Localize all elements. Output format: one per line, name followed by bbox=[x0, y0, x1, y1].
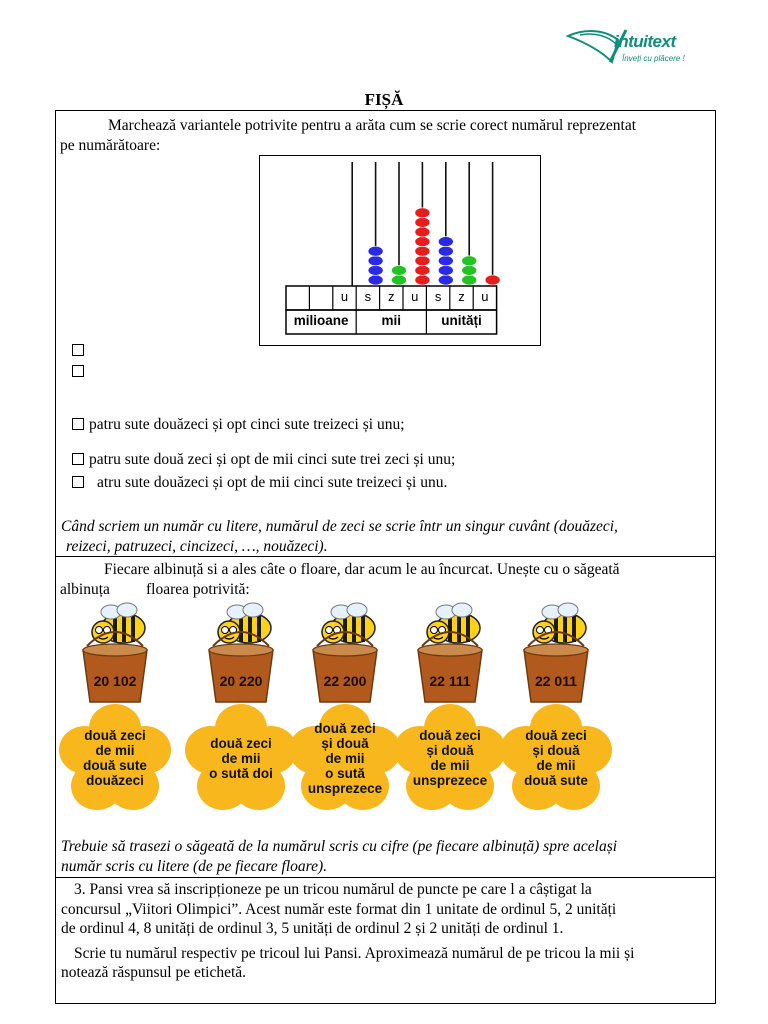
bee-wing bbox=[117, 603, 137, 617]
logo-tagline: Înveți cu plăcere ! bbox=[622, 54, 685, 63]
bucket-rim bbox=[524, 644, 588, 656]
bee-wing bbox=[243, 603, 263, 617]
abacus-place-label: z bbox=[458, 289, 465, 304]
abacus-place-label: u bbox=[411, 289, 419, 304]
exercise-1-note-line2: reizeci, patruzeci, cincizeci, …, nouăzeci). bbox=[66, 538, 328, 555]
bee-stripe bbox=[248, 615, 252, 642]
flower-label bbox=[300, 721, 390, 796]
bee-number: 20 102 bbox=[93, 673, 137, 689]
flower-label bbox=[405, 728, 495, 788]
exercise-2-note-line1: Trebuie să trasezi o săgeată de la numărul scris cu cifre (pe fiecare albinuță) spre același bbox=[61, 838, 618, 855]
exercise-3-line4: Scrie tu numărul respectiv pe tricoul lui Pansi. Aproximează numărul de pe tricou la mii și bbox=[74, 945, 635, 962]
bucket-rim bbox=[418, 644, 482, 656]
abacus-bead bbox=[368, 256, 383, 266]
flower-label-line: de mii bbox=[430, 758, 470, 773]
bee-eye bbox=[96, 627, 103, 634]
flower-label-line: și două bbox=[426, 743, 474, 758]
abacus-group-label: milioane bbox=[293, 313, 349, 328]
abacus-bead bbox=[368, 265, 383, 275]
exercise-3-line3: de ordinul 4, 8 unități de ordinul 3, 5 unități de ordinul 2 și 2 unități de ordinul 1. bbox=[61, 920, 564, 937]
abacus-bead bbox=[415, 246, 430, 256]
bucket-rim bbox=[313, 644, 377, 656]
flower-label-line: două zeci bbox=[210, 735, 272, 751]
option-checkbox-5[interactable] bbox=[72, 475, 447, 491]
abacus-bead bbox=[415, 237, 430, 247]
abacus-bead bbox=[438, 256, 453, 266]
flower-label-line: două zeci bbox=[525, 728, 587, 743]
bee-eye bbox=[431, 627, 438, 634]
option-checkbox-4[interactable] bbox=[72, 452, 455, 468]
abacus-place-label: s bbox=[434, 289, 442, 304]
abacus-bead bbox=[415, 265, 430, 275]
abacus-bead bbox=[392, 265, 407, 275]
abacus-bead bbox=[438, 237, 453, 247]
abacus-bead bbox=[485, 275, 500, 285]
bee-number: 22 200 bbox=[323, 673, 367, 689]
flower-label bbox=[70, 728, 160, 788]
abacus-bead bbox=[438, 275, 453, 285]
abacus-bead bbox=[368, 275, 383, 285]
abacus-group-label: unități bbox=[441, 313, 482, 328]
flower-label bbox=[511, 728, 601, 788]
abacus-bead bbox=[415, 227, 430, 237]
option-checkbox-3[interactable] bbox=[72, 417, 405, 433]
exercise-2-note-line2: număr scris cu litere (de pe fiecare floare). bbox=[61, 858, 328, 875]
abacus-group-label: mii bbox=[381, 313, 402, 328]
abacus-bead bbox=[415, 275, 430, 285]
exercise-2-instruction-line2a: albinuța bbox=[60, 581, 110, 598]
flower-label bbox=[196, 736, 286, 781]
bee-eye bbox=[537, 627, 544, 634]
exercise-2-instruction-line1: Fiecare albinuță si a ales câte o floare, dar acum le au încurcat. Unește cu o săgeată bbox=[104, 561, 620, 578]
exercise-1-instruction-line1: Marchează variantele potrivite pentru a arăta cum se scrie corect numărul reprezentat bbox=[108, 117, 636, 134]
abacus-bead bbox=[368, 246, 383, 256]
bucket-rim bbox=[209, 644, 273, 656]
exercise-1-note-line1: Când scriem un număr cu litere, numărul de zeci se scrie într un singur cuvânt (douăzeci, bbox=[61, 518, 618, 535]
flower-label-line: două zeci bbox=[419, 728, 481, 743]
option-4-text: patru sute două zeci și opt de mii cinci sute trei zeci și unu; bbox=[89, 451, 456, 468]
flower-label-line: două sute bbox=[83, 758, 147, 773]
abacus-place-label: u bbox=[340, 289, 349, 304]
abacus-bead bbox=[415, 217, 430, 227]
option-checkbox-2[interactable] bbox=[72, 364, 89, 380]
flower-label-line: două zeci bbox=[84, 728, 146, 743]
bee-stripe bbox=[563, 615, 567, 642]
flower-label-line: de mii bbox=[95, 743, 135, 758]
flower-label-line: de mii bbox=[221, 750, 261, 766]
abacus-bead bbox=[438, 265, 453, 275]
exercise-1-instruction-line2: pe numărătoare: bbox=[60, 137, 161, 154]
flower-label-line: și două bbox=[321, 735, 369, 751]
bee-wing bbox=[558, 603, 578, 617]
abacus-place-label: z bbox=[388, 289, 395, 304]
abacus-place-label: u bbox=[481, 289, 489, 304]
logo-brand-text: intuitext bbox=[614, 32, 676, 51]
abacus-bead bbox=[415, 208, 430, 218]
bee-eye bbox=[326, 627, 333, 634]
bee-eye bbox=[222, 627, 229, 634]
flower-label-line: douăzeci bbox=[86, 773, 144, 788]
option-checkbox-1[interactable] bbox=[72, 343, 89, 359]
abacus-bead bbox=[462, 275, 477, 285]
bee-number: 20 220 bbox=[219, 673, 263, 689]
bucket-rim bbox=[83, 644, 147, 656]
bee-stripe bbox=[122, 615, 126, 642]
option-5-text: atru sute douăzeci și opt de mii cinci sute treizeci și unu. bbox=[97, 474, 448, 491]
bee-number: 22 111 bbox=[429, 673, 471, 689]
bee-stripe bbox=[457, 615, 461, 642]
flower-label-line: două zeci bbox=[314, 720, 376, 736]
flower-label-line: o sută bbox=[325, 765, 365, 781]
flower-label-line: unsprezece bbox=[307, 780, 383, 796]
exercise-3-line1: 3. Pansi vrea să inscripționeze pe un tricou numărul de puncte pe care l a câștigat la bbox=[74, 881, 592, 898]
bee-wing bbox=[452, 603, 472, 617]
flower-label-line: de mii bbox=[536, 758, 576, 773]
option-3-text: patru sute douăzeci și opt cinci sute treizeci și unu; bbox=[89, 416, 405, 433]
abacus-bead bbox=[415, 256, 430, 266]
bee-wing bbox=[347, 603, 367, 617]
abacus-bead bbox=[392, 275, 407, 285]
flower-label-line: de mii bbox=[325, 750, 365, 766]
bee-stripe bbox=[352, 615, 356, 642]
flower-label-line: două sute bbox=[524, 773, 588, 788]
exercise-3-line2: concursul „Viitori Olimpici”. Acest număr este format din 1 unitate de ordinul 5, 2 unități bbox=[61, 901, 617, 918]
exercise-2-instruction-line2b: floarea potrivită: bbox=[146, 581, 250, 598]
exercise-3-line5: notează răspunsul pe etichetă. bbox=[61, 964, 247, 981]
flower-label-line: o sută doi bbox=[209, 765, 273, 781]
flower-label-line: unsprezece bbox=[412, 773, 488, 788]
abacus-bead bbox=[438, 246, 453, 256]
abacus-place-label: s bbox=[364, 289, 372, 304]
abacus-bead bbox=[462, 265, 477, 275]
bee-number: 22 011 bbox=[534, 673, 578, 689]
page-title: FIȘĂ bbox=[364, 90, 404, 109]
flower-label-line: și două bbox=[532, 743, 580, 758]
abacus-bead bbox=[462, 256, 477, 266]
